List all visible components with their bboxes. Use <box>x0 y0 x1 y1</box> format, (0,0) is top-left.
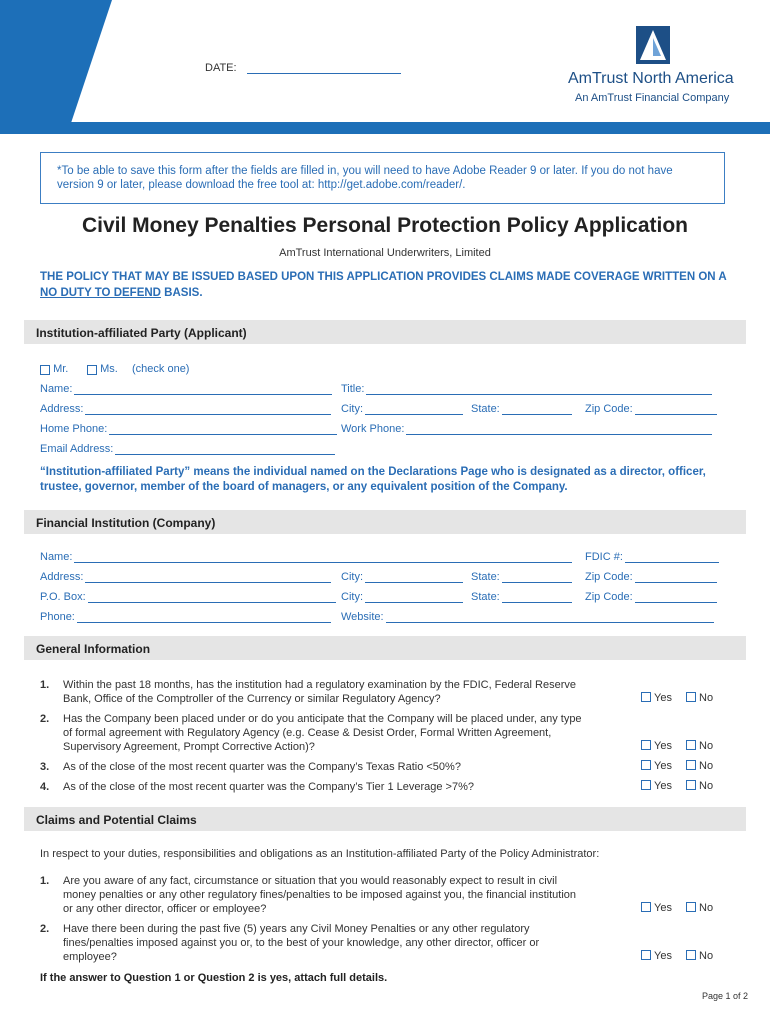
yes-label: Yes <box>654 780 672 792</box>
ms-label: Ms. <box>100 363 118 375</box>
yes-label: Yes <box>654 902 672 914</box>
question-number: 1. <box>40 679 50 691</box>
salutation-row <box>40 361 730 375</box>
applicant-name-row <box>40 381 730 395</box>
applicant-address-input[interactable] <box>85 404 331 415</box>
claims-q2-no[interactable] <box>686 950 713 962</box>
company-phone-field[interactable] <box>40 609 331 623</box>
applicant-city-label: City: <box>341 403 363 415</box>
applicant-state-label: State: <box>471 403 500 415</box>
company-state2-field[interactable] <box>471 589 572 603</box>
company-name-field[interactable] <box>40 549 572 563</box>
header-blue-band <box>0 122 770 134</box>
mr-checkbox[interactable] <box>40 365 50 375</box>
general-q4-no[interactable] <box>686 780 713 792</box>
logo-company-name: AmTrust North America <box>568 70 734 87</box>
general-q1-yes[interactable] <box>641 692 672 704</box>
policy-note-text-1: THE POLICY THAT MAY BE ISSUED BASED UPON THIS APPLICATION PROVIDES CLAIMS MADE COVERAGE WRITTEN ON A <box>40 271 727 283</box>
mr-option[interactable] <box>40 361 68 375</box>
general-q3-yes[interactable] <box>641 760 672 772</box>
company-city-input[interactable] <box>365 572 463 583</box>
applicant-address-row <box>40 401 730 415</box>
company-city2-label: City: <box>341 591 363 603</box>
company-city-label: City: <box>341 571 363 583</box>
claims-intro: In respect to your duties, responsibilities and obligations as an Institution-affiliated Party of the Policy Administrator: <box>40 848 600 860</box>
company-pobox-row <box>40 589 730 603</box>
no-label: No <box>699 692 714 704</box>
claims-q1-yes[interactable] <box>641 902 672 914</box>
applicant-title-input[interactable] <box>366 384 712 395</box>
general-q1-no-checkbox[interactable] <box>686 692 696 702</box>
yes-label: Yes <box>654 740 672 752</box>
ms-checkbox[interactable] <box>87 365 97 375</box>
question-number: 3. <box>40 761 50 773</box>
company-zip2-field[interactable] <box>585 589 717 603</box>
general-q2-yes-checkbox[interactable] <box>641 740 651 750</box>
adobe-reader-notice: *To be able to save this form after the fields are filled in, you will need to have Adobe Reader 9 or later. If you do not have version 9 or later, please download the free tool at: http://get.adobe.com/reader/. <box>40 152 725 204</box>
company-address-row <box>40 569 730 583</box>
applicant-name-field[interactable] <box>40 381 332 395</box>
company-city2-field[interactable] <box>341 589 463 603</box>
applicant-email-row <box>40 441 730 455</box>
company-zip-input[interactable] <box>635 572 717 583</box>
applicant-title-label: Title: <box>341 383 365 395</box>
work-phone-input[interactable] <box>406 424 712 435</box>
ms-option[interactable] <box>87 361 118 375</box>
applicant-zip-field[interactable] <box>585 401 717 415</box>
date-input-line[interactable] <box>247 62 401 74</box>
company-address-input[interactable] <box>85 572 331 583</box>
yes-label: Yes <box>654 692 672 704</box>
applicant-city-input[interactable] <box>365 404 463 415</box>
question-text: Has the Company been placed under or do you anticipate that the Company will be placed under, any type of formal agreement with Regulatory Agency (e.g. Cease & Desist Order, Formal Written Agreement, Supervisory Agreement, Prompt Corrective Action)? <box>63 713 582 753</box>
applicant-state-input[interactable] <box>502 404 572 415</box>
page-subtitle: AmTrust International Underwriters, Limited <box>279 247 491 259</box>
company-state2-label: State: <box>471 591 500 603</box>
general-q1-no[interactable] <box>686 692 713 704</box>
company-state-label: State: <box>471 571 500 583</box>
section-company-heading: Financial Institution (Company) <box>24 510 746 534</box>
company-zip-field[interactable] <box>585 569 717 583</box>
general-question-4 <box>40 780 740 794</box>
yes-label: Yes <box>654 760 672 772</box>
website-label: Website: <box>341 611 384 623</box>
policy-note-text-2: BASIS. <box>160 287 203 299</box>
general-q4-yes[interactable] <box>641 780 672 792</box>
company-address-field[interactable] <box>40 569 331 583</box>
company-name-label: Name: <box>40 551 73 563</box>
general-q3-no-checkbox[interactable] <box>686 760 696 770</box>
general-question-2 <box>40 712 740 754</box>
claims-q1-no-checkbox[interactable] <box>686 902 696 912</box>
applicant-address-field[interactable] <box>40 401 331 415</box>
applicant-phone-row <box>40 421 730 435</box>
general-q3-yes-checkbox[interactable] <box>641 760 651 770</box>
po-box-input[interactable] <box>88 592 336 603</box>
email-label: Email Address: <box>40 443 114 455</box>
attach-details-note: If the answer to Question 1 or Question 2 is yes, attach full details. <box>40 972 388 984</box>
company-phone-input[interactable] <box>77 612 331 623</box>
claims-q1-yes-checkbox[interactable] <box>641 902 651 912</box>
question-number: 2. <box>40 713 50 725</box>
no-label: No <box>699 950 714 962</box>
company-state-input[interactable] <box>502 572 572 583</box>
amtrust-logo-icon <box>636 26 670 64</box>
company-city2-input[interactable] <box>365 592 463 603</box>
company-state-field[interactable] <box>471 569 572 583</box>
check-one-hint: (check one) <box>132 363 190 375</box>
applicant-name-input[interactable] <box>74 384 332 395</box>
date-field[interactable] <box>205 62 401 74</box>
email-input[interactable] <box>115 444 335 455</box>
mr-label: Mr. <box>53 363 69 375</box>
institution-affiliated-party-definition: “Institution-affiliated Party” means the individual named on the Declarations Page who is designated as a director, officer, trustee, governor, member of the board of managers, or any equivalent position of the Company. <box>40 466 706 493</box>
date-label: DATE: <box>205 62 237 74</box>
claims-made-notice <box>40 269 740 301</box>
company-phone-row <box>40 609 730 623</box>
fdic-input[interactable] <box>625 552 719 563</box>
general-question-1 <box>40 678 740 706</box>
company-address-label: Address: <box>40 571 84 583</box>
home-phone-field[interactable] <box>40 421 337 435</box>
logo-tagline: An AmTrust Financial Company <box>575 92 730 104</box>
policy-note-underlined: NO DUTY TO DEFEND <box>40 287 161 299</box>
claims-question-2 <box>40 922 740 964</box>
email-field[interactable] <box>40 441 335 455</box>
applicant-city-field[interactable] <box>341 401 463 415</box>
no-label: No <box>699 780 714 792</box>
company-zip2-input[interactable] <box>635 592 717 603</box>
applicant-zip-label: Zip Code: <box>585 403 633 415</box>
home-phone-label: Home Phone: <box>40 423 108 435</box>
applicant-title-field[interactable] <box>341 381 712 395</box>
question-number: 2. <box>40 923 50 935</box>
claims-q1-no[interactable] <box>686 902 713 914</box>
fdic-label: FDIC #: <box>585 551 623 563</box>
no-label: No <box>699 902 714 914</box>
general-question-3 <box>40 760 740 774</box>
company-name-row <box>40 549 730 563</box>
page-number: Page 1 of 2 <box>702 991 749 1001</box>
company-state2-input[interactable] <box>502 592 572 603</box>
applicant-address-label: Address: <box>40 403 84 415</box>
question-number: 1. <box>40 875 50 887</box>
website-input[interactable] <box>386 612 714 623</box>
work-phone-field[interactable] <box>341 421 712 435</box>
applicant-name-label: Name: <box>40 383 73 395</box>
general-q4-yes-checkbox[interactable] <box>641 780 651 790</box>
section-general-heading: General Information <box>24 636 746 660</box>
question-number: 4. <box>40 781 50 793</box>
home-phone-input[interactable] <box>109 424 337 435</box>
website-field[interactable] <box>341 609 714 623</box>
question-text: Are you aware of any fact, circumstance or situation that you would reasonably expect to result in civil money penalties or any other regulatory fines/penalties to be imposed against you, the financial institution or any other director, officer or employee? <box>63 875 577 915</box>
general-q2-no[interactable] <box>686 740 713 752</box>
question-text: Within the past 18 months, has the institution had a regulatory examination by the FDIC, Federal Reserve Bank, Office of the Comptroller of the Currency or similar Regulatory Agency? <box>63 679 576 705</box>
page-title: Civil Money Penalties Personal Protection Policy Application <box>81 214 689 237</box>
claims-q2-no-checkbox[interactable] <box>686 950 696 960</box>
question-text: As of the close of the most recent quarter was the Company’s Texas Ratio <50%? <box>63 761 461 773</box>
claims-q2-yes-checkbox[interactable] <box>641 950 651 960</box>
applicant-zip-input[interactable] <box>635 404 717 415</box>
section-claims-heading: Claims and Potential Claims <box>24 807 746 831</box>
applicant-state-field[interactable] <box>471 401 572 415</box>
yes-label: Yes <box>654 950 672 962</box>
general-q1-yes-checkbox[interactable] <box>641 692 651 702</box>
section-applicant-heading: Institution-affiliated Party (Applicant) <box>24 320 746 344</box>
po-box-label: P.O. Box: <box>40 591 86 603</box>
general-q2-no-checkbox[interactable] <box>686 740 696 750</box>
general-q2-yes[interactable] <box>641 740 672 752</box>
work-phone-label: Work Phone: <box>341 423 405 435</box>
claims-q2-yes[interactable] <box>641 950 672 962</box>
fdic-field[interactable] <box>585 549 719 563</box>
no-label: No <box>699 760 714 772</box>
company-zip-label: Zip Code: <box>585 571 633 583</box>
no-label: No <box>699 740 714 752</box>
claims-question-1 <box>40 874 740 916</box>
company-name-input[interactable] <box>74 552 572 563</box>
company-zip2-label: Zip Code: <box>585 591 633 603</box>
general-q4-no-checkbox[interactable] <box>686 780 696 790</box>
company-phone-label: Phone: <box>40 611 75 623</box>
po-box-field[interactable] <box>40 589 336 603</box>
question-text: As of the close of the most recent quarter was the Company’s Tier 1 Leverage >7%? <box>63 781 474 793</box>
question-text: Have there been during the past five (5) years any Civil Money Penalties or any other regulatory fines/penalties imposed against you or, to the best of your knowledge, any other director, officer or employee? <box>63 923 540 963</box>
general-q3-no[interactable] <box>686 760 713 772</box>
company-city-field[interactable] <box>341 569 463 583</box>
header-blue-wedge <box>0 0 112 132</box>
